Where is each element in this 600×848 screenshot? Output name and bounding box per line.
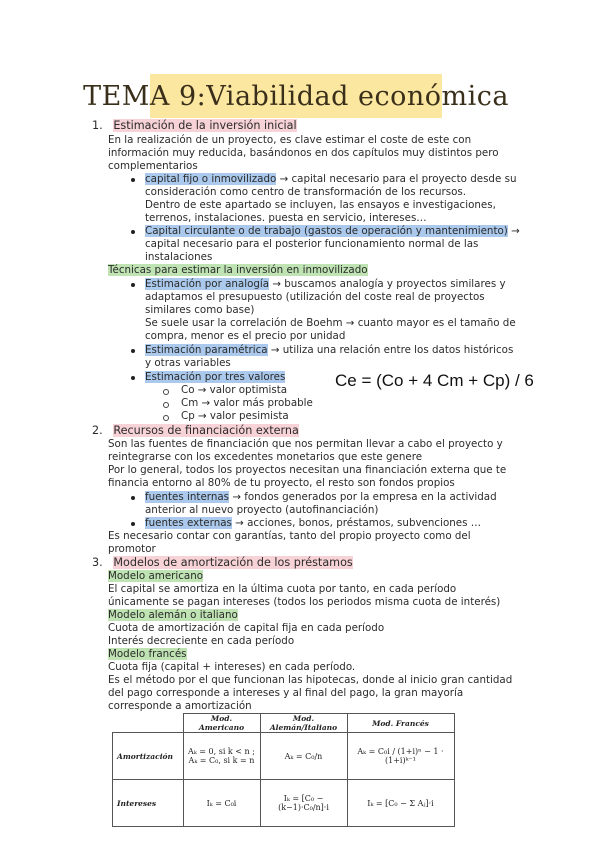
text-line: consideración como centro de transformación de los recursos. (145, 186, 467, 198)
bullet (131, 376, 135, 380)
text-line: Cuota de amortización de capital fija en cada período (108, 622, 385, 634)
text-line: reintegrarse con los excedentes monetarios que este genere (108, 451, 423, 463)
value-pesimista: Cp → valor pesimista (181, 410, 289, 422)
s2-bullet-internas: fuentes internas → fondos generados por la empresa en la actividad (145, 491, 497, 503)
title-banner (83, 74, 509, 118)
cell-formula: Iₖ = C₀i (183, 780, 260, 827)
text-line: compra, menor es el precio por unidad (145, 330, 346, 342)
cell-formula: Iₖ = [C₀ − (k−1)·C₀/n]·i (260, 780, 347, 827)
cell-formula: Aₖ = C₀i / (1+i)ⁿ − 1 · (1+i)ᵏ⁻¹ (347, 733, 454, 780)
bullet (131, 230, 135, 234)
bullet (131, 349, 135, 353)
s1-bullet-capital-fijo: capital fijo o inmovilizado → capital necesario para el proyecto desde su (145, 173, 517, 185)
technique-analogia: Estimación por analogía → buscamos analogía y proyectos similares y (145, 278, 506, 290)
section-3-heading: 3. Modelos de amortización de los préstamos (92, 556, 353, 569)
text-line: anterior al nuevo proyecto (autofinanciación) (145, 504, 379, 516)
section-1-heading: 1. Estimación de la inversión inicial (92, 119, 297, 132)
text-line: Interés decreciente en cada período (108, 635, 295, 647)
text-line: y otras variables (145, 357, 231, 369)
text-line: instalaciones (145, 251, 213, 263)
section-2-heading: 2. Recursos de financiación externa (92, 424, 299, 437)
value-optimista: Co → valor optimista (181, 384, 288, 396)
text-line: Se suele usar la correlación de Boehm → cuanto mayor es el tamaño de (145, 317, 516, 329)
text-line: Son las fuentes de financiación que nos permitan llevar a cabo el proyecto y (108, 438, 503, 450)
cell-formula: Iₖ = [C₀ − Σ Aⱼ]·i (347, 780, 454, 827)
bullet (131, 522, 135, 526)
sub-bullet (163, 415, 169, 421)
bullet (131, 283, 135, 287)
sub-bullet (163, 389, 169, 395)
row-label-amortizacion: Amortización (113, 733, 184, 780)
text-line: Dentro de este apartado se incluyen, las ensayos e investigaciones, (145, 199, 496, 211)
model-aleman-label: Modelo alemán o italiano (108, 609, 238, 621)
text-line: Es necesario contar con garantías, tanto del propio proyecto como del (108, 530, 471, 542)
s1-bullet-capital-circulante: Capital circulante o de trabajo (gastos de operación y mantenimiento) → (145, 225, 520, 237)
s1-intro-line: complementarios (108, 160, 198, 172)
model-americano-label: Modelo americano (108, 570, 204, 582)
table-row (113, 780, 455, 827)
text-line: Por lo general, todos los proyectos necesitan una financiación externa que te (108, 464, 507, 476)
text-line: financia entorno al 80% de tu proyecto, el resto son fondos propios (108, 477, 455, 489)
text-line: Es el método por el que funcionan las hipotecas, donde al inicio gran cantidad (108, 674, 513, 686)
page-title: TEMA 9:Viabilidad económica (83, 80, 509, 112)
table-row (113, 733, 455, 780)
technique-parametrica: Estimación paramétrica → utiliza una relación entre los datos históricos (145, 344, 514, 356)
text-line: únicamente se pagan intereses (todos los periodos misma cuota de interés) (108, 596, 501, 608)
technique-tres-valores: Estimación por tres valores (145, 371, 286, 383)
model-frances-label: Modelo francés (108, 648, 187, 660)
text-line: promotor (108, 543, 156, 555)
cell-formula: Aₖ = C₀/n (260, 733, 347, 780)
header-frances: Mod. Francés (347, 714, 454, 733)
sub-bullet (163, 402, 169, 408)
techniques-subheading: Técnicas para estimar la inversión en inmovilizado (108, 264, 368, 276)
amortization-table (112, 713, 455, 827)
s1-intro-line: En la realización de un proyecto, es clave estimar el coste de este con (108, 134, 472, 146)
bullet (131, 178, 135, 182)
text-line: capital necesario para el posterior funcionamiento normal de las (145, 238, 479, 250)
text-line: adaptamos el presupuesto (utilización del coste real de proyectos (145, 291, 485, 303)
text-line: del pago corresponde a intereses y al final del pago, la gran mayoría (108, 687, 464, 699)
row-label-intereses: Intereses (113, 780, 184, 827)
bullet (131, 496, 135, 500)
text-line: Cuota fija (capital + intereses) en cada período. (108, 661, 356, 673)
s1-intro-line: información muy reducida, basándonos en dos capítulos muy distintos pero (108, 147, 499, 159)
text-line: similares como base) (145, 304, 255, 316)
cell-formula: Aₖ = 0, si k < n ; Aₖ = C₀, si k = n (183, 733, 260, 780)
text-line: corresponde a amortización (108, 700, 252, 712)
text-line: terrenos, instalaciones. puesta en servicio, intereses… (145, 212, 427, 224)
header-aleman: Mod. Alemán/Italiano (260, 714, 347, 733)
s2-bullet-externas: fuentes externas → acciones, bonos, préstamos, subvenciones … (145, 517, 482, 529)
three-values-formula: Ce = (Co + 4 Cm + Cp) / 6 (335, 371, 534, 390)
text-line: El capital se amortiza en la última cuota por tanto, en cada período (108, 583, 457, 595)
header-americano: Mod. Americano (183, 714, 260, 733)
value-probable: Cm → valor más probable (181, 397, 313, 409)
